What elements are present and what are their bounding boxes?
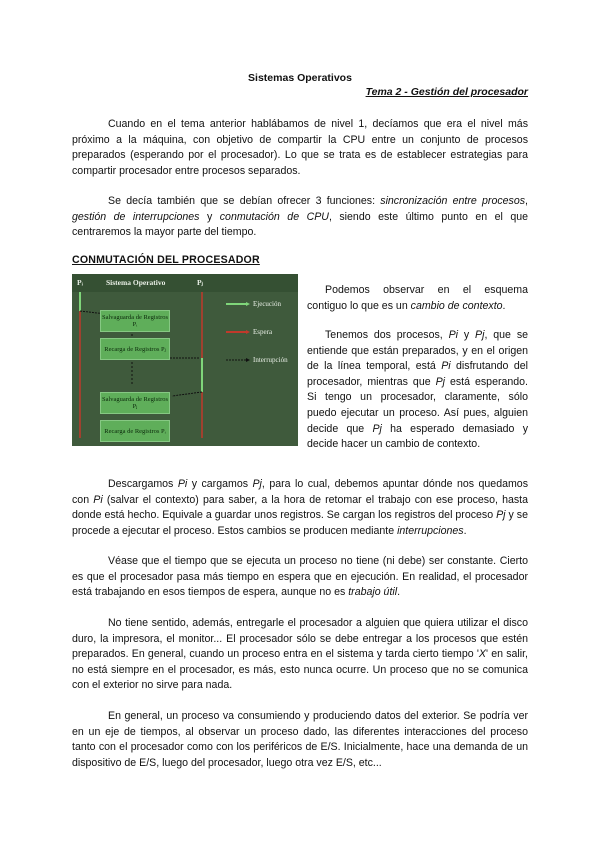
diagram-box-save-pj: Salvaguarda de Registros Pⱼ	[100, 392, 170, 414]
diagram-box-load-pj: Recarga de Registros Pⱼ	[100, 338, 170, 360]
context-switch-diagram	[72, 274, 298, 446]
section-title: CONMUTACIÓN DEL PROCESADOR	[72, 254, 260, 266]
page-header-subtitle: Tema 2 - Gestión del procesador	[365, 86, 528, 98]
paragraph-intro-2: Se decía también que se debían ofrecer 3 funciones: sincronización entre procesos, gestión de interrupciones y conmutación de CPU, siendo este último punto en el que centraremos la mayor parte del tiempo.	[72, 195, 529, 239]
diagram-so-label: Sistema Operativo	[106, 278, 166, 287]
page-header-title: Sistemas Operativos	[248, 72, 352, 84]
legend-interrupt: Interrupción	[253, 356, 288, 364]
paragraph-right-2: Tenemos dos procesos, Pi y Pj, que se entiende que están preparados, y en el origen de la línea temporal, está Pi disfrutando del procesador, mientras que Pj está esperando. Si tengo un procesador, claramente, sólo puedo ejecutar un proceso. Así pues, alguien decide que Pj ha esperado demasiado y decide hacer un cambio de contexto.	[307, 329, 529, 451]
diagram-pi-label: Pᵢ	[77, 278, 83, 287]
paragraph-intro-1: Cuando en el tema anterior hablábamos de nivel 1, decíamos que era el nivel más próximo a la máquina, con objetivo de compartir la CPU entre un conjunto de procesos preparados (esperando por el procesador). Lo que se trata es de establecer estrategias para compartir procesador entre procesos separados.	[72, 118, 528, 177]
legend-wait: Espera	[253, 328, 273, 336]
paragraph-io-interaction: En general, un proceso va consumiendo y produciendo datos del exterior. Se podría ver en un eje de tiempos, al observar un proceso dado, las diferentes interacciones del proceso tanto con el procesador como con los periféricos de E/S. Inicialmente, hace una demanda de un dispositivo de E/S, luego del procesador, luego otra vez E/S, etc...	[72, 710, 528, 769]
diagram-pj-label: Pⱼ	[197, 278, 203, 287]
paragraph-execution-time: Véase que el tiempo que se ejecuta un proceso no tiene (ni debe) ser constante. Cierto es que el procesador pasa más tiempo en espera que en ejecución. En realidad, el procesador está trabajando en esos tiempos de espera, aunque no es trabajo útil.	[72, 555, 528, 599]
paragraph-context-save: Descargamos Pi y cargamos Pj, para lo cual, debemos apuntar dónde nos quedamos con Pi (salvar el contexto) para saber, a la hora de retomar el trabajo con ese proceso, hasta donde está hecho. Equivale a guardar unos registros. Se cargan los registros del proceso Pj y se procede a ejecutar el proceso. Estos cambios se producen mediante interrupciones.	[72, 478, 529, 537]
paragraph-right-1: Podemos observar en el esquema contiguo lo que es un cambio de contexto.	[307, 284, 528, 312]
diagram-box-save-pi: Salvaguarda de Registros Pᵢ	[100, 310, 170, 332]
paragraph-processor-delivery: No tiene sentido, además, entregarle el procesador a alguien que quiera utilizar el disco duro, la impresora, el monitor... El procesador sólo se debe entregar a los procesos que estén preparados. En general, cuando un proceso entra en el sistema y tarda cierto tiempo 'X' en salir, no está siempre en el procesador, es más, esto nunca ocurre. Un proceso que no se comunica con el exterior no sirve para nada.	[72, 617, 528, 692]
legend-execution: Ejecución	[253, 300, 281, 308]
diagram-box-load-pi: Recarga de Registros Pᵢ	[100, 420, 170, 442]
